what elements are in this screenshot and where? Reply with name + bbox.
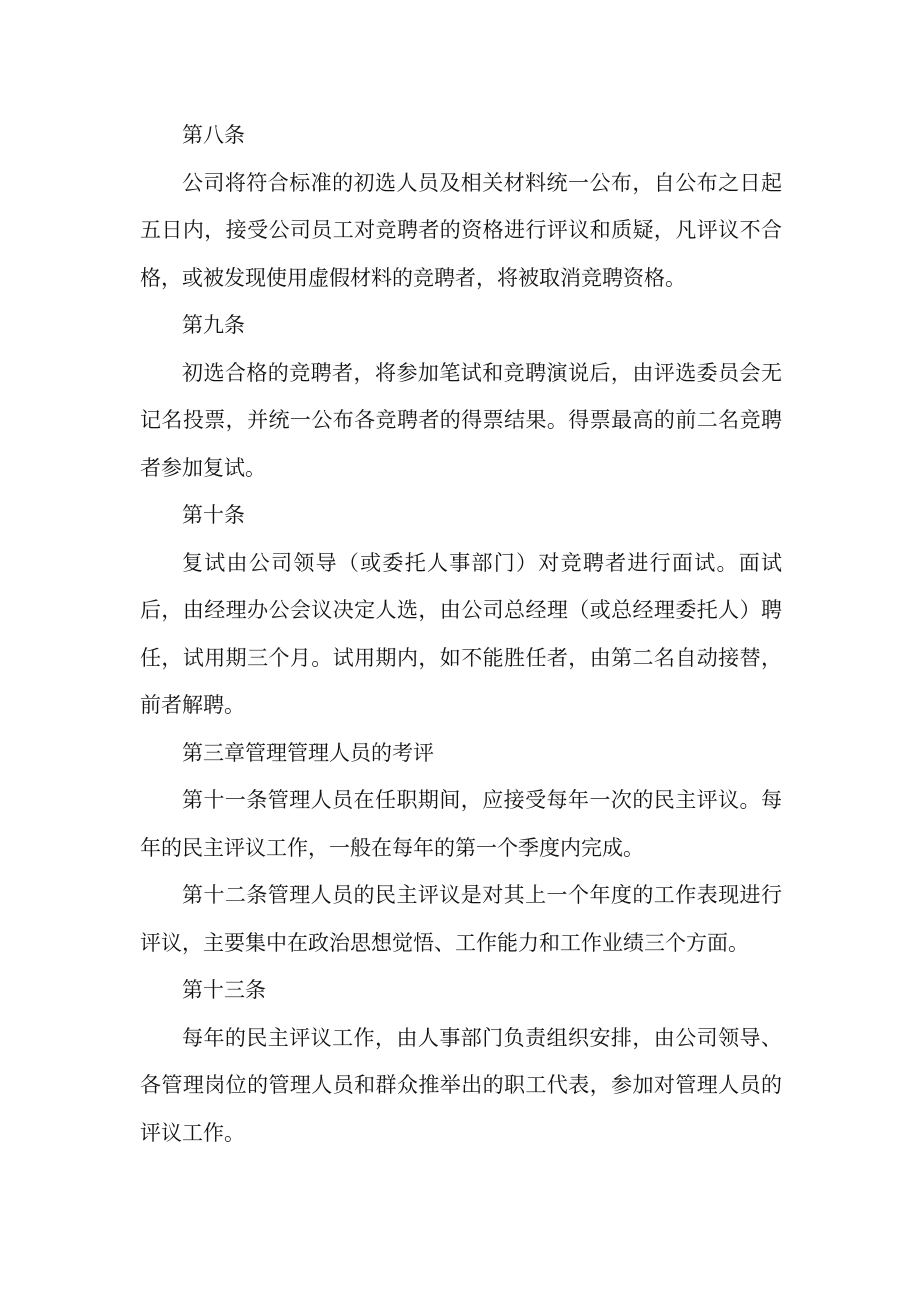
article-12-text: 第十二条管理人员的民主评议是对其上一个年度的工作表现进行评议，主要集中在政治思想觉悟、工作能力和工作业绩三个方面。	[140, 883, 782, 955]
article-13-text: 每年的民主评议工作，由人事部门负责组织安排，由公司领导、各管理岗位的管理人员和群众推举出的职工代表，参加对管理人员的评议工作。	[140, 1025, 782, 1145]
article-8-heading: 第八条	[182, 123, 245, 147]
article-10-heading: 第十条	[182, 503, 245, 527]
article-9-heading: 第九条	[182, 313, 245, 337]
article-9-text: 初选合格的竞聘者，将参加笔试和竞聘演说后，由评选委员会无记名投票，并统一公布各竞聘者的得票结果。得票最高的前二名竞聘者参加复试。	[140, 360, 782, 480]
article-13-heading: 第十三条	[182, 978, 266, 1002]
article-10-text: 复试由公司领导（或委托人事部门）对竞聘者进行面试。面试后，由经理办公会议决定人选，由公司总经理（或总经理委托人）聘任，试用期三个月。试用期内，如不能胜任者，由第二名自动接替，前者解聘。	[140, 550, 782, 717]
document-body	[140, 112, 782, 1157]
article-8-text: 公司将符合标准的初选人员及相关材料统一公布，自公布之日起五日内，接受公司员工对竞聘者的资格进行评议和质疑，凡评议不合格，或被发现使用虚假材料的竞聘者，将被取消竞聘资格。	[140, 170, 782, 290]
chapter-3-heading: 第三章管理管理人员的考评	[182, 740, 434, 765]
article-11-text: 第十一条管理人员在任职期间，应接受每年一次的民主评议。每年的民主评议工作，一般在每年的第一个季度内完成。	[140, 788, 782, 860]
